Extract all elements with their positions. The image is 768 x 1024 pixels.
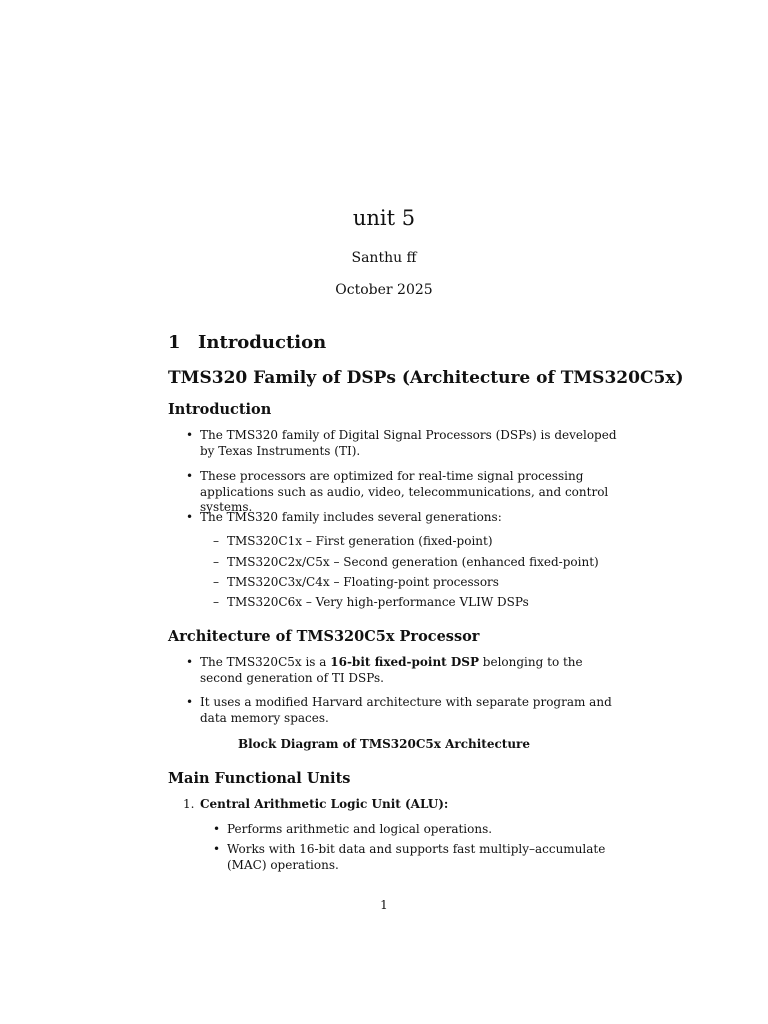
generation-item: TMS320C2x/C5x – Second generation (enhanced fixed-point) [227, 555, 599, 569]
page-number: 1 [380, 898, 388, 912]
dash-icon: – [213, 555, 219, 569]
generation-item: TMS320C6x – Very high-performance VLIW DSPs [227, 595, 529, 609]
enum-number: 1. [183, 797, 195, 811]
architecture-bullet-1-before: The TMS320C5x is a [200, 655, 331, 669]
section-title: Introduction [198, 332, 327, 353]
bullet-icon: • [186, 428, 194, 442]
figure-caption: Block Diagram of TMS320C5x Architecture [237, 737, 531, 751]
unit-sub-bullet-1: Performs arithmetic and logical operations. [227, 822, 493, 836]
intro-bullet-1: The TMS320 family of Digital Signal Processors (DSPs) is developed by Texas Instruments (TI). [200, 428, 617, 458]
dash-icon: – [213, 595, 219, 609]
units-heading: Main Functional Units [168, 770, 351, 787]
intro-bullet-3: The TMS320 family includes several generations: [200, 510, 502, 524]
generation-item: TMS320C1x – First generation (fixed-point) [227, 534, 493, 548]
architecture-bullet-1-after: belonging to the second generation of TI DSPs. [200, 655, 583, 685]
bullet-icon: • [186, 469, 194, 483]
subsection-title: TMS320 Family of DSPs (Architecture of TMS320C5x) [168, 368, 684, 388]
architecture-heading: Architecture of TMS320C5x Processor [168, 628, 480, 645]
document-author: Santhu ff [351, 250, 417, 266]
dash-icon: – [213, 534, 219, 548]
document-title: unit 5 [352, 206, 416, 230]
bullet-icon: • [186, 655, 194, 669]
bullet-icon: • [213, 822, 221, 836]
dash-icon: – [213, 575, 219, 589]
document-date: October 2025 [335, 282, 433, 298]
intro-heading: Introduction [168, 401, 272, 418]
section-number: 1 [168, 332, 181, 353]
architecture-bullet-2: It uses a modified Harvard architecture with separate program and data memory spaces. [200, 695, 612, 725]
architecture-bullet-1-bold: 16-bit fixed-point DSP [330, 655, 479, 669]
architecture-bullet-1 [200, 655, 620, 686]
bullet-icon: • [186, 695, 194, 709]
bullet-icon: • [213, 842, 221, 856]
unit-sub-bullet-2: Works with 16-bit data and supports fast multiply–accumulate (MAC) operations. [227, 842, 606, 872]
generation-item: TMS320C3x/C4x – Floating-point processors [227, 575, 499, 589]
enum-item-title: Central Arithmetic Logic Unit (ALU): [200, 797, 449, 811]
intro-bullet-2: These processors are optimized for real-time signal processing applications such as audio, video, telecommunications, and control systems. [200, 469, 609, 514]
bullet-icon: • [186, 510, 194, 524]
